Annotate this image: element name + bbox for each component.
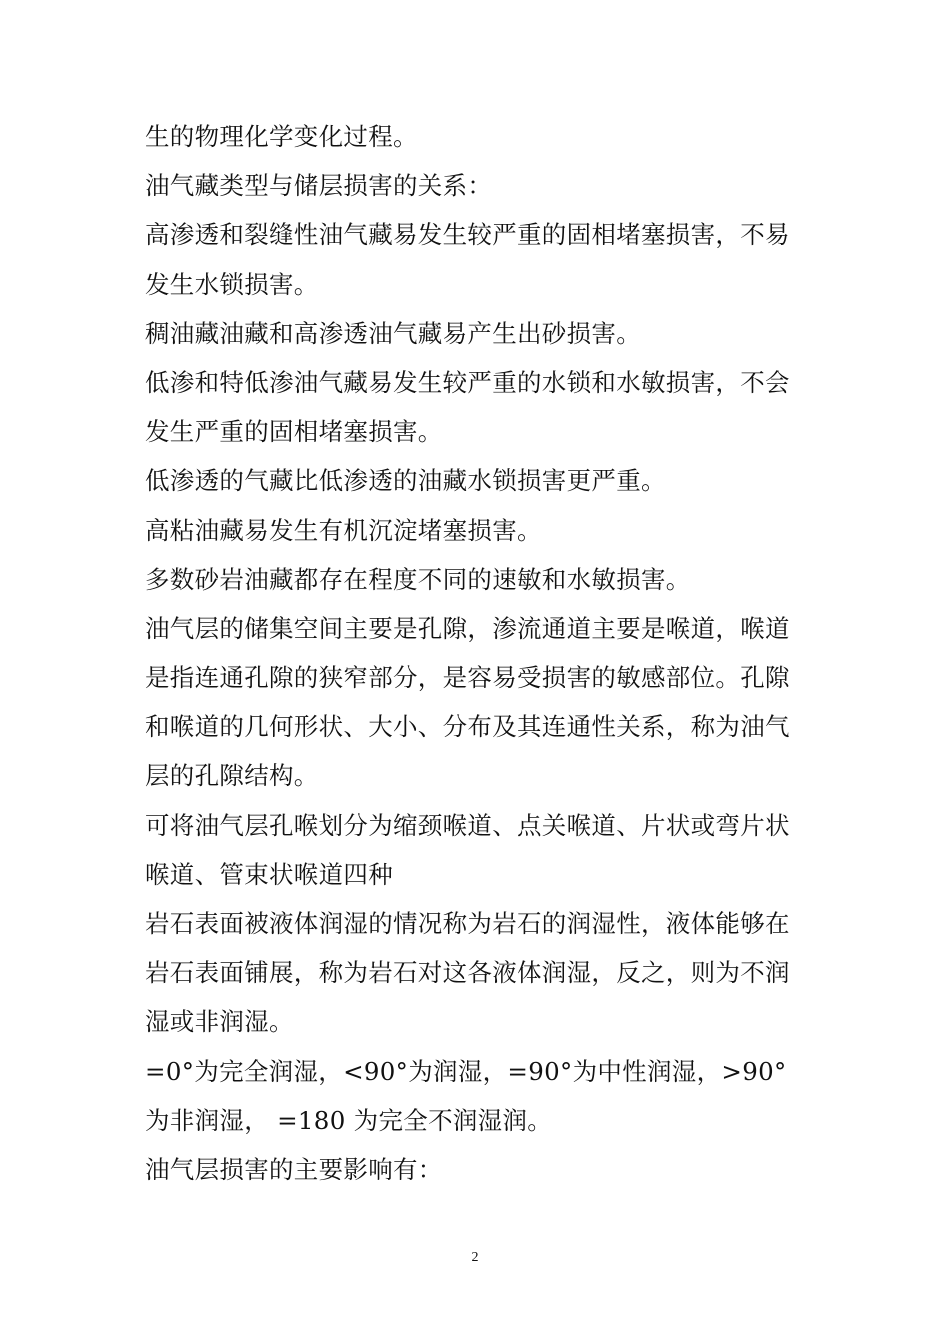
text-line: 高渗透和裂缝性油气藏易发生较严重的固相堵塞损害，不易 <box>145 220 790 250</box>
text-line: =0°为完全润湿，<90°为润湿，=90°为中性润湿，>90° <box>145 1056 787 1086</box>
text-line: 和喉道的几何形状、大小、分布及其连通性关系，称为油气 <box>145 712 790 742</box>
text-line: 油气层的储集空间主要是孔隙，渗流通道主要是喉道，喉道 <box>145 613 790 643</box>
text-line: 低渗和特低渗油气藏易发生较严重的水锁和水敏损害，不会 <box>145 367 790 397</box>
text-line: 稠油藏油藏和高渗透油气藏易产生出砂损害。 <box>145 318 641 348</box>
text-line: 生的物理化学变化过程。 <box>145 122 418 151</box>
text-line: 是指连通孔隙的狭窄部分，是容易受损害的敏感部位。孔隙 <box>145 663 790 693</box>
page-number: 2 <box>471 1250 479 1265</box>
text-line: 多数砂岩油藏都存在程度不同的速敏和水敏损害。 <box>145 564 691 594</box>
text-line: 高粘油藏易发生有机沉淀堵塞损害。 <box>145 515 542 545</box>
text-line: 低渗透的气藏比低渗透的油藏水锁损害更严重。 <box>145 466 666 496</box>
text-line: 层的孔隙结构。 <box>145 761 319 791</box>
text-line: 岩石表面被液体润湿的情况称为岩石的润湿性，液体能够在 <box>145 909 790 938</box>
text-line: 发生严重的固相堵塞损害。 <box>145 417 443 447</box>
text-line: 为非润湿， =180 为完全不润湿润。 <box>145 1105 553 1135</box>
text-line: 岩石表面铺展，称为岩石对这各液体润湿，反之，则为不润 <box>145 958 790 988</box>
text-line: 油气层损害的主要影响有： <box>145 1154 443 1184</box>
document-body <box>145 112 815 1194</box>
text-line: 油气藏类型与储层损害的关系： <box>145 171 493 201</box>
text-line: 喉道、管束状喉道四种 <box>145 859 393 889</box>
text-line: 可将油气层孔喉划分为缩颈喉道、点关喉道、片状或弯片状 <box>145 810 790 840</box>
text-line: 湿或非润湿。 <box>145 1007 294 1037</box>
text-line: 发生水锁损害。 <box>145 269 319 299</box>
